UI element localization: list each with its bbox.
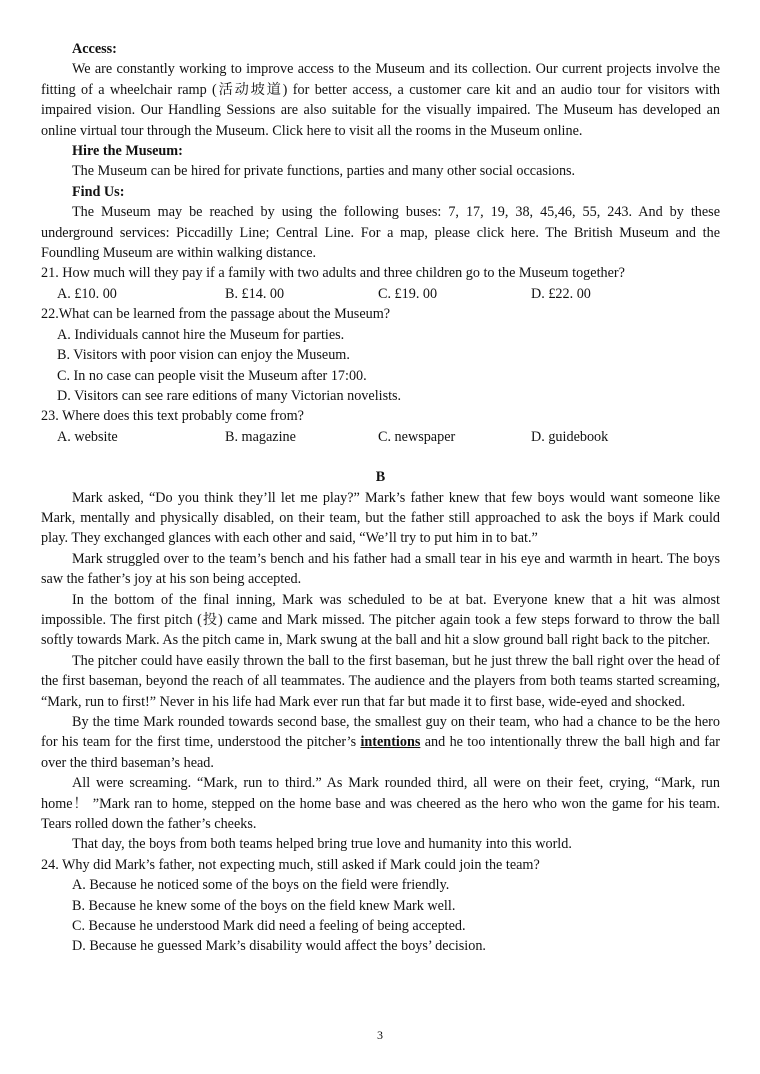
section-gap [41, 447, 720, 467]
question-24-options [41, 875, 720, 957]
question-22-option-b: B. Visitors with poor vision can enjoy the Museum. [57, 347, 350, 364]
question-24-option-d: D. Because he guessed Mark’s disability would affect the boys’ decision. [72, 938, 486, 955]
question-23-option-d: D. guidebook [531, 428, 609, 445]
question-22-stem: 22.What can be learned from the passage about the Museum? [41, 306, 391, 323]
question-21-options [41, 284, 720, 304]
question-23-options [41, 427, 720, 447]
story-paragraph-5-end: and he too intentionally threw the ball high and far over the third baseman’s head. [41, 734, 720, 771]
question-23-option-c: C. newspaper [378, 428, 456, 445]
question-24-option-a: A. Because he noticed some of the boys on the field were friendly. [72, 877, 450, 894]
page-number: 3 [377, 1028, 383, 1042]
question-24-stem: 24. Why did Mark’s father, not expecting much, still asked if Mark could join the team? [41, 856, 540, 873]
hire-paragraph: The Museum can be hired for private functions, parties and many other social occasions. [72, 163, 576, 180]
story-paragraph-7: That day, the boys from both teams helped bring true love and humanity into this world. [72, 836, 572, 853]
story-paragraph-1: Mark asked, “Do you think they’ll let me play?” Mark’s father knew that few boys would want someone like Mark, mentally and physically disabled, on their team, but the father still approached to ask the boys if Mark could play. They exchanged glances with each other and said, “We’ll try to put him in to bat.” [41, 489, 720, 547]
question-21-option-a: A. £10. 00 [57, 285, 117, 302]
question-22-option-d: D. Visitors can see rare editions of many Victorian novelists. [57, 387, 402, 404]
section-b-label: B [375, 469, 386, 486]
question-23-stem: 23. Where does this text probably come from? [41, 408, 304, 425]
question-23-option-b: B. magazine [225, 428, 296, 445]
question-21-option-c: C. £19. 00 [378, 285, 438, 302]
find-us-heading: Find Us: [72, 183, 125, 200]
story-paragraph-5 [41, 712, 720, 773]
question-24-option-b: B. Because he knew some of the boys on the field knew Mark well. [72, 897, 456, 914]
story-paragraph-5-start: By the time Mark rounded towards second base, the smallest guy on their team, who had a chance to be the hero for his team for the first time, understood the pitcher’s [41, 714, 720, 751]
page-body [41, 39, 720, 957]
hire-heading: Hire the Museum: [72, 143, 183, 160]
underlined-word: intentions [360, 734, 421, 751]
question-21-stem: 21. How much will they pay if a family with two adults and three children go to the Museum together? [41, 265, 625, 282]
story-paragraph-6: All were screaming. “Mark, run to third.” As Mark rounded third, all were on their feet, crying, “Mark, run home！ ”Mark ran to home, stepped on the home base and was cheered as the hero who won the game for his team. Tears rolled down the father’s cheeks. [41, 775, 720, 833]
find-us-paragraph: The Museum may be reached by using the following buses: 7, 17, 19, 38, 45,46, 55, 243. And by these underground services: Piccadilly Line; Central Line. For a map, please click here. The British Museum and the Foundling Museum are within walking distance. [41, 204, 720, 262]
question-21-option-d: D. £22. 00 [531, 285, 591, 302]
story-paragraph-3: In the bottom of the final inning, Mark was scheduled to be at bat. Everyone knew that a hit was almost impossible. The first pitch (投) came and Mark missed. The pitcher again took a few steps forward to throw the ball softly towards Mark. As the pitch came in, Mark swung at the ball and hit a slow ground ball right back to the pitcher. [41, 591, 720, 649]
story-paragraph-4: The pitcher could have easily thrown the ball to the first baseman, but he just threw the ball right over the head of the first baseman, beyond the reach of all teammates. The audience and the players from both teams started screaming, “Mark, run to first!” Never in his life had Mark ever run that far but made it to first base, wide-eyed and shocked. [41, 652, 720, 710]
question-24-option-c: C. Because he understood Mark did need a feeling of being accepted. [72, 918, 466, 935]
question-23-option-a: A. website [57, 428, 118, 445]
question-22-options [41, 325, 720, 407]
access-heading: Access: [72, 41, 117, 57]
story-paragraph-2: Mark struggled over to the team’s bench and his father had a small tear in his eye and warmth in heart. The boys saw the father’s joy at his son being accepted. [41, 550, 720, 588]
question-21-option-b: B. £14. 00 [225, 285, 285, 302]
question-22-option-c: C. In no case can people visit the Museum after 17:00. [57, 367, 367, 384]
access-paragraph: We are constantly working to improve access to the Museum and its collection. Our current projects involve the fitting of a wheelchair ramp (活动坡道) for better access, a customer care kit and an audio tour for visitors with impaired vision. Our Handling Sessions are also suitable for the visually impaired. The Museum has developed an online virtual tour through the Museum. Click here to visit all the rooms in the Museum online. [41, 61, 720, 139]
question-22-option-a: A. Individuals cannot hire the Museum for parties. [57, 326, 345, 343]
